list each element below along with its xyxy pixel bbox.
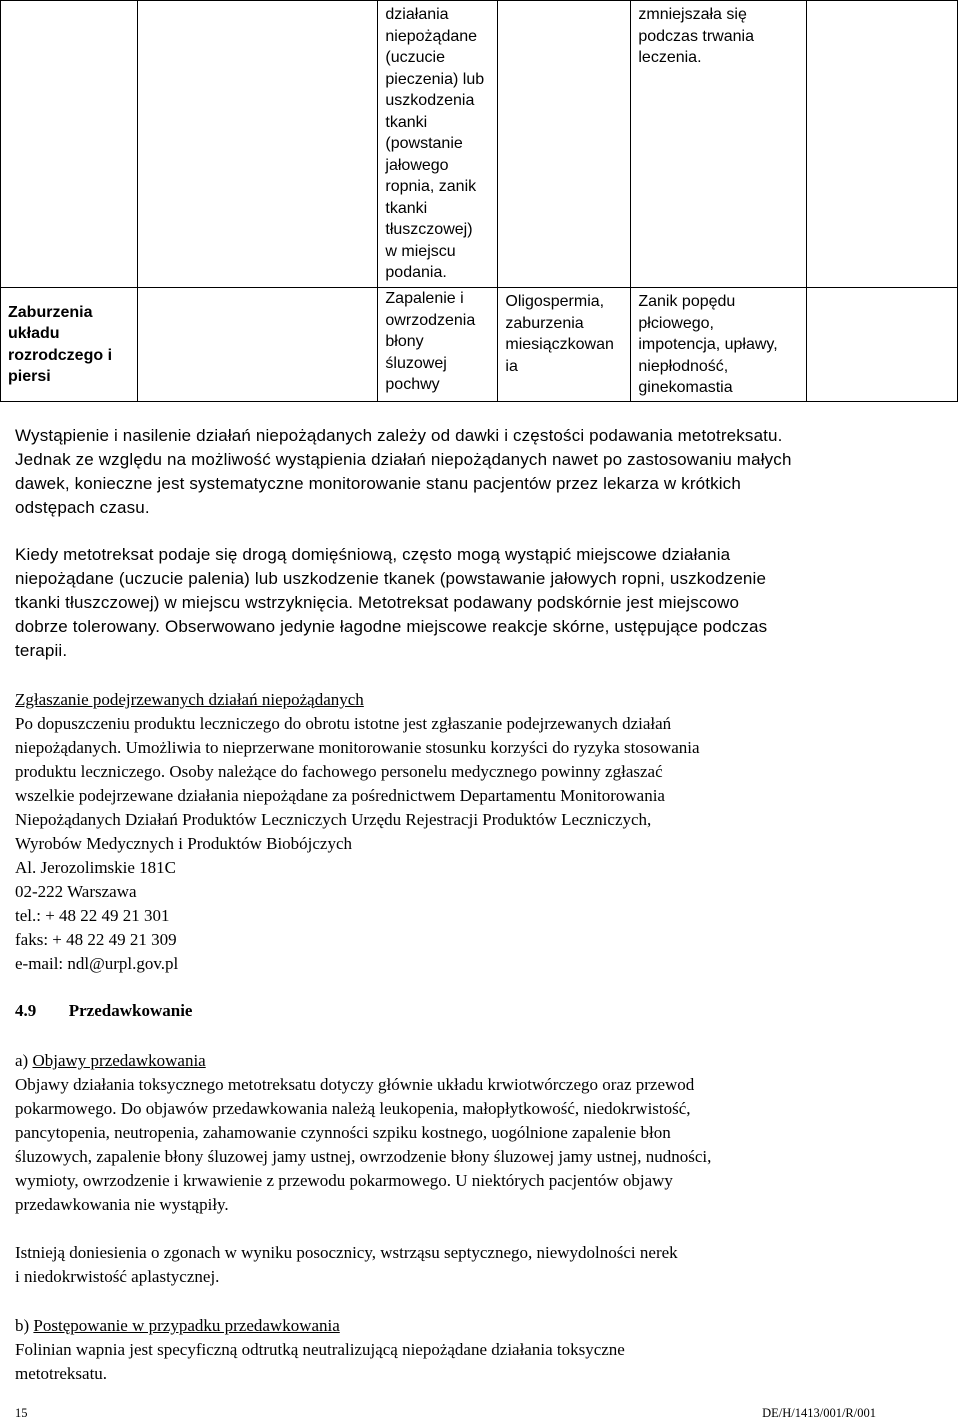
table-cell: [807, 1, 958, 288]
table-cell: [137, 1, 377, 288]
document-code: DE/H/1413/001/R/001: [762, 1406, 876, 1420]
paragraph-dose-dependence: Wystąpienie i nasilenie działań niepożądanych zależy od dawki i częstości podawania metotreksatu. Jednak ze względu na możliwość wystąpienia działań niepożądanych nawet po zastosowaniu małych dawek, konieczne jest systematyczne monitorowanie stanu pacjentów przez lekarza w krótkich odstępach czasu.: [15, 426, 792, 517]
table-cell-skin-reactions: zmniejszała się podczas trwania leczenia.: [631, 1, 807, 288]
section-heading: [15, 1001, 192, 1021]
page-number: 15: [15, 1406, 28, 1420]
table-cell: [137, 288, 377, 402]
reporting-title: Zgłaszanie podejrzewanych działań niepożądanych: [15, 690, 364, 709]
section-title: Przedawkowanie: [68, 1001, 193, 1020]
paragraph-local-reactions: Kiedy metotreksat podaje się drogą domięśniową, często mogą wystąpić miejscowe działania niepożądane (uczucie palenia) lub uszkodzenie tkanek (powstawanie jałowych ropni, uszkodzenie tkanki tłuszczowej) w miejscu wstrzyknięcia. Metotreksat podawany podskórnie jest miejscowo dobrze tolerowany. Obserwowano jedynie łagodne miejscowe reakcje skórne, ustępujące podczas terapii.: [15, 545, 768, 660]
table-cell: [498, 1, 631, 288]
section-number: 4.9: [15, 1001, 37, 1020]
subsection-a: a) Objawy przedawkowania Objawy działania toksycznego metotreksatu dotyczy głównie układu krwiotwórczego oraz przewod pokarmowego. Do objawów przedawkowania należą leukopenia, małopłytkowość, niedokrwistość, pancytopenia, neutropenia, zahamowanie czynności szpiku kostnego, uogólnione zapalenie błon śluzowych, zapalenie błony śluzowej jamy ustnej, owrzodzenie błony śluzowej jamy ustnej, nudności, wymioty, owrzodzenie i krwawienie z przewodu pokarmowego. U niektórych pacjentów objawy przedawkowania nie wystąpiły.: [15, 1051, 712, 1214]
email-address: e-mail: ndl@urpl.gov.pl: [15, 954, 179, 973]
adverse-effects-table: [0, 0, 958, 402]
table-cell-local-reactions: działania niepożądane (uczucie pieczenia) lub uszkodzenia tkanki (powstanie jałowego ropnia, zanik tkanki tłuszczowej) w miejscu podania.: [378, 1, 498, 288]
table-cell-vaginitis: Zapalenie i owrzodzenia błony śluzowej pochwy: [378, 288, 498, 402]
organ-class-reproductive: Zaburzenia układu rozrodczego i piersi: [1, 288, 138, 402]
table-row: [1, 288, 958, 402]
subsection-b-title: Postępowanie w przypadku przedawkowania: [33, 1316, 340, 1335]
subsection-b: b) Postępowanie w przypadku przedawkowania Folinian wapnia jest specyficzną odtrutką neutralizującą niepożądane działania toksyczne metotreksatu.: [15, 1316, 625, 1383]
table-cell-libido: Zanik popędu płciowego, impotencja, upławy, niepłodność, ginekomastia: [631, 288, 807, 402]
table-cell-oligospermia: Oligospermia, zaburzenia miesiączkowan ia: [498, 288, 631, 402]
paragraph-deaths: Istnieją doniesienia o zgonach w wyniku posocznicy, wstrząsu septycznego, niewydolności nerek i niedokrwistość aplastycznej.: [15, 1243, 678, 1286]
organ-cell: [1, 1, 138, 288]
subsection-a-title: Objawy przedawkowania: [32, 1051, 206, 1070]
table-cell: [807, 288, 958, 402]
table-row: [1, 1, 958, 288]
reporting-section: Zgłaszanie podejrzewanych działań niepożądanych Po dopuszczeniu produktu leczniczego do obrotu istotne jest zgłaszanie podejrzewanych działań niepożądanych. Umożliwia to nieprzerwane monitorowanie stosunku korzyści do ryzyka stosowania produktu leczniczego. Osoby należące do fachowego personelu medycznego powinny zgłaszać wszelkie podejrzewane działania niepożądane za pośrednictwem Departamentu Monitorowania Niepożądanych Działań Produktów Leczniczych Urzędu Rejestracji Produktów Leczniczych, Wyrobów Medycznych i Produktów Biobójczych Al. Jerozolimskie 181C 02-222 Warszawa tel.: + 48 22 49 21 301 faks: + 48 22 49 21 309 e-mail: ndl@urpl.gov.pl: [15, 688, 945, 976]
